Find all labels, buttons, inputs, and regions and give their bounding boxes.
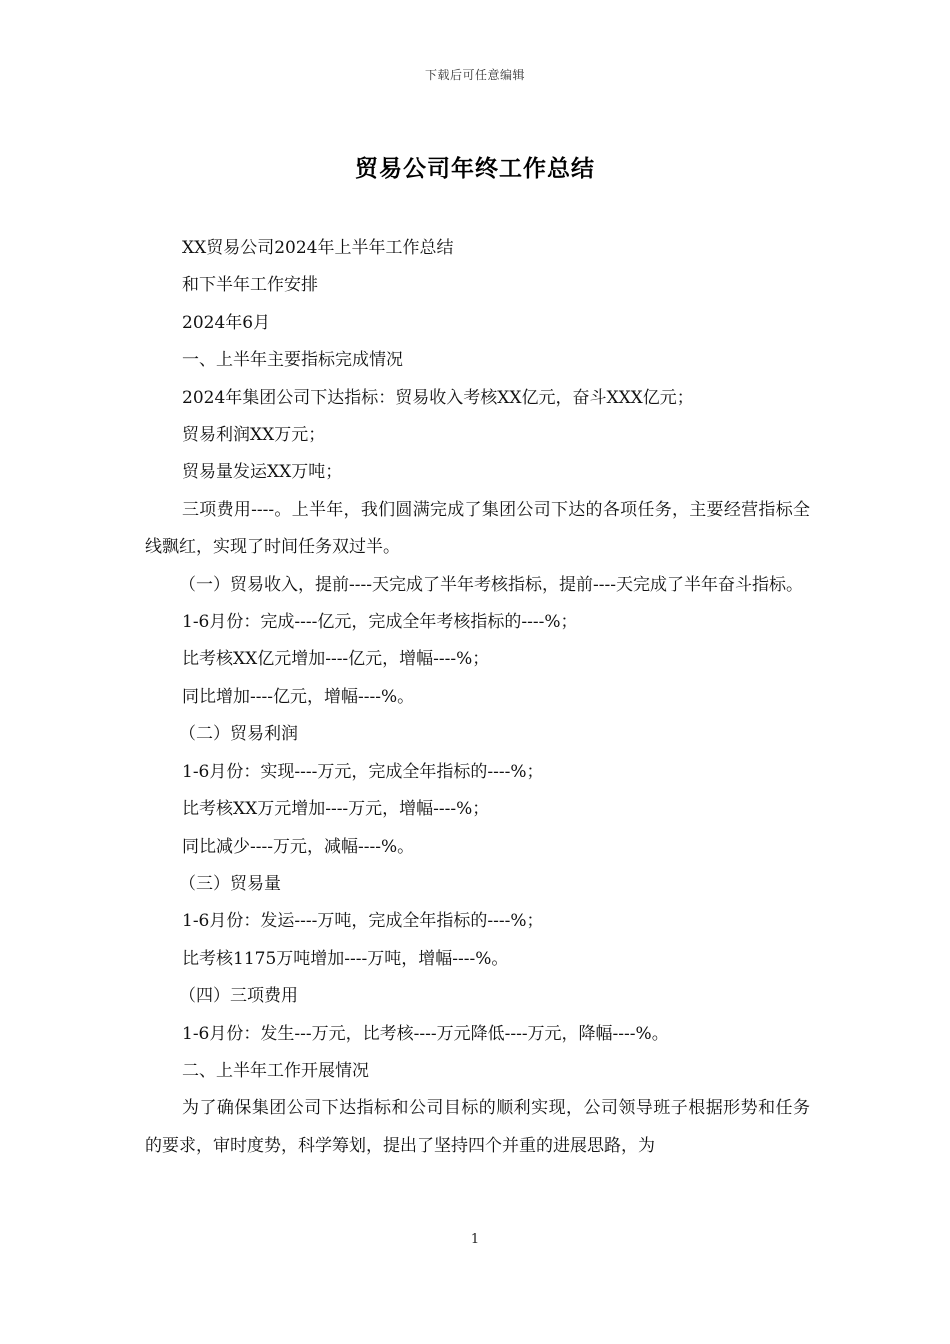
page-number: 1 (470, 1232, 480, 1247)
paragraph: （四）三项费用 (179, 986, 298, 1007)
paragraph: 1-6月份：实现----万元，完成全年指标的----%； (182, 761, 544, 782)
paragraph: 为了确保集团公司下达指标和公司目标的顺利实现，公司领导班子根据形势和任务的要求，审时度势，科学筹划，提出了坚持四个并重的进展思路，为 (145, 1098, 810, 1156)
paragraph: 一、上半年主要指标完成情况 (182, 350, 403, 371)
paragraph: 2024年6月 (182, 312, 271, 333)
paragraph: 1-6月份：发生---万元，比考核----万元降低----万元，降幅----%。 (182, 1023, 669, 1044)
paragraph: 同比增加----亿元，增幅----%。 (182, 686, 415, 707)
page-title: 贸易公司年终工作总结 (355, 156, 595, 182)
paragraph: （三）贸易量 (179, 873, 281, 894)
paragraph: 1-6月份：发运----万吨，完成全年指标的----%； (182, 911, 544, 932)
document-body (145, 230, 810, 1165)
paragraph: 贸易量发运XX万吨； (182, 462, 343, 483)
paragraph: 比考核XX万元增加----万元，增幅----%； (182, 799, 490, 820)
paragraph: 三项费用----。上半年，我们圆满完成了集团公司下达的各项任务，主要经营指标全线飘红，实现了时间任务双过半。 (145, 499, 810, 558)
paragraph: 贸易利润XX万元； (182, 425, 326, 446)
paragraph: 同比减少----万元，减幅----%。 (182, 836, 415, 857)
paragraph: XX贸易公司2024年上半年工作总结 (182, 238, 454, 258)
paragraph: （一）贸易收入，提前----天完成了半年考核指标，提前----天完成了半年奋斗指标。 (179, 574, 803, 595)
paragraph: （二）贸易利润 (179, 724, 298, 745)
paragraph: 1-6月份：完成----亿元，完成全年考核指标的----%； (182, 612, 578, 633)
paragraph: 和下半年工作安排 (182, 275, 318, 296)
header-note: 下载后可任意编辑 (424, 68, 525, 82)
paragraph: 比考核XX亿元增加----亿元，增幅----%； (182, 649, 490, 670)
paragraph: 比考核1175万吨增加----万吨，增幅----%。 (182, 948, 509, 969)
paragraph: 2024年集团公司下达指标：贸易收入考核XX亿元，奋斗XXX亿元； (182, 387, 694, 408)
paragraph: 二、上半年工作开展情况 (182, 1060, 369, 1081)
